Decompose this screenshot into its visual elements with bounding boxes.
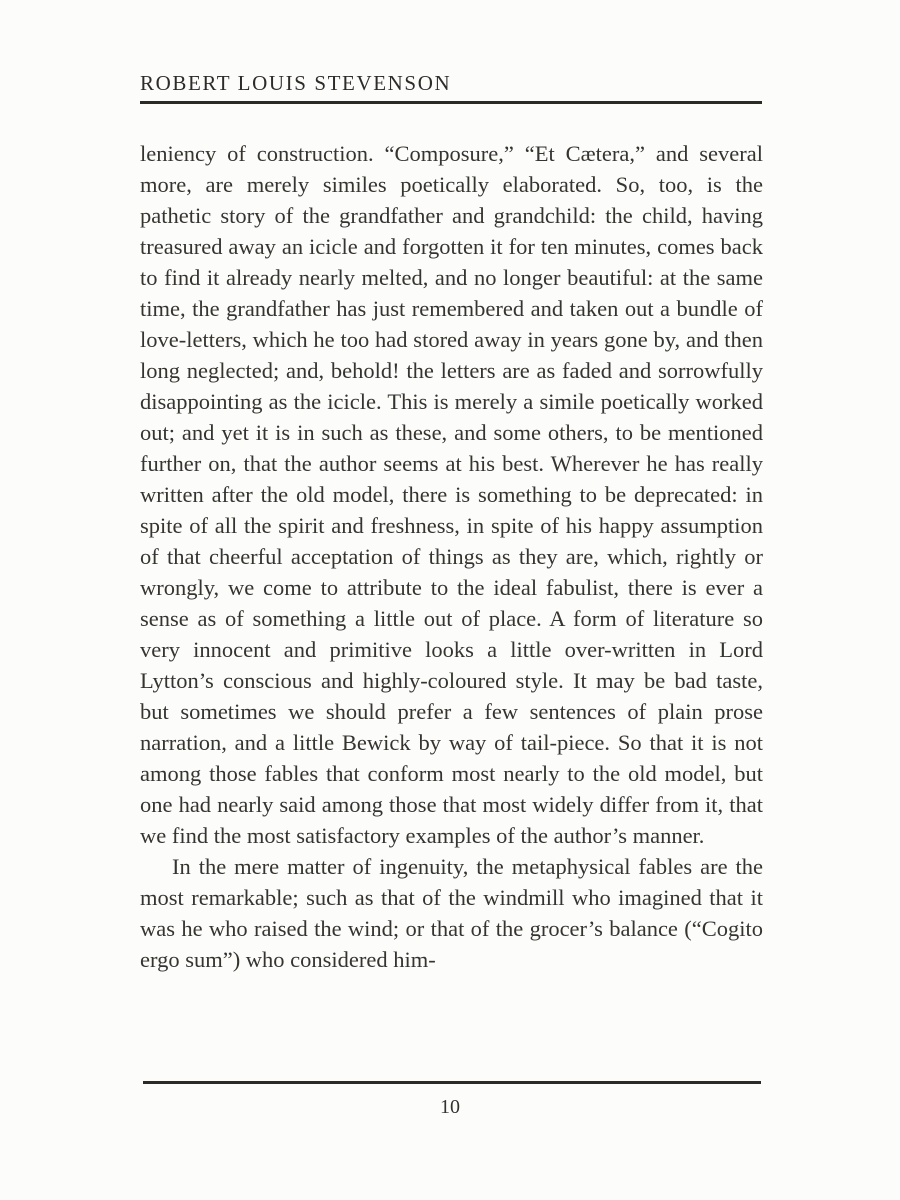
page-body [140,138,763,1043]
paragraph: leniency of construction. “Composure,” “Et Cætera,” and several more, are merely similes poetically elaborated. So, too, is the pathetic story of the grandfather and grandchild: the child, having treasured away an icicle and forgotten it for ten minutes, comes back to find it already nearly melted, and no longer beautiful: at the same time, the grandfather has just remembered and taken out a bundle of love-letters, which he too had stored away in years gone by, and then long neglected; and, behold! the letters are as faded and sorrowfully disappointing as the icicle. This is merely a simile poetically worked out; and yet it is in such as these, and some others, to be mentioned further on, that the author seems at his best. Wherever he has really written after the old model, there is something to be deprecated: in spite of all the spirit and freshness, in spite of his happy assumption of that cheerful acceptation of things as they are, which, rightly or wrongly, we come to attribute to the ideal fabulist, there is ever a sense as of something a little out of place. A form of literature so very innocent and primitive looks a little over-written in Lord Lytton’s conscious and highly-coloured style. It may be bad taste, but sometimes we should prefer a few sentences of plain prose narration, and a little Bewick by way of tail-piece. So that it is not among those fables that conform most nearly to the old model, but one had nearly said among those that most widely differ from it, that we find the most satisfactory examples of the author’s manner. [140,141,763,848]
paragraph: In the mere matter of ingenuity, the metaphysical fables are the most remarkable; such as that of the windmill who imagined that it was he who raised the wind; or that of the grocer’s balance (“Cogito ergo sum”) who considered him- [140,854,763,972]
running-header-title: ROBERT LOUIS STEVENSON [140,71,452,95]
running-header [140,70,762,104]
footer-rule [143,1081,761,1084]
page-number: 10 [440,1096,460,1118]
header-rule [140,101,762,104]
